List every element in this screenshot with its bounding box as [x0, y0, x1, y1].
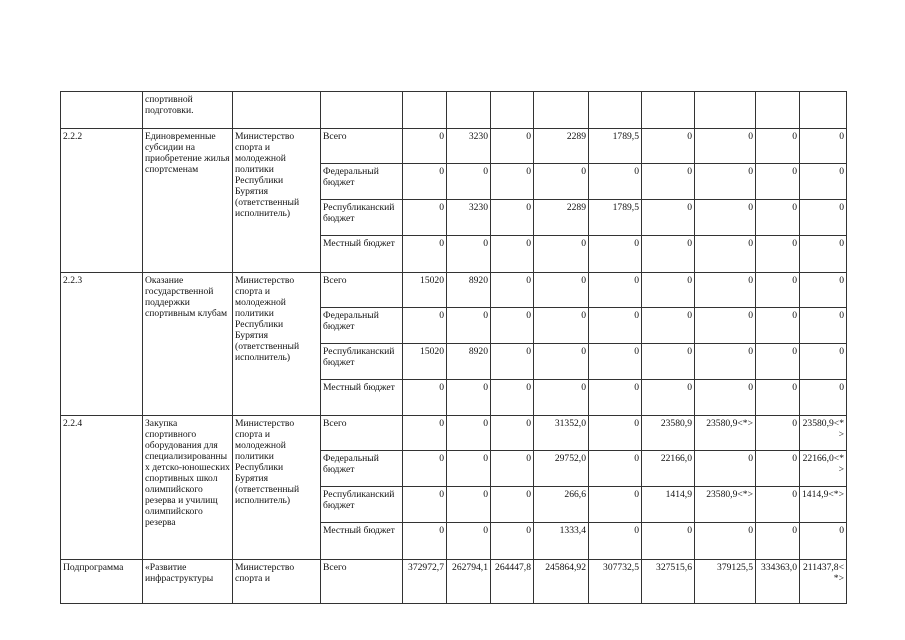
row-name-cell: Оказание государственной поддержки спортивным клубам	[143, 273, 233, 416]
value-cell: 0	[447, 487, 491, 523]
value-cell: 0	[756, 200, 800, 236]
value-cell: 8920	[447, 273, 491, 308]
funding-source-cell: Местный бюджет	[321, 380, 403, 416]
value-cell: 0	[491, 451, 534, 487]
value-cell: 0	[447, 451, 491, 487]
value-cell: 264447,8	[491, 560, 534, 604]
value-cell: 0	[447, 523, 491, 560]
value-cell	[642, 92, 695, 129]
value-cell: 0	[589, 344, 642, 380]
value-cell: 0	[756, 416, 800, 451]
value-cell: 379125,5	[695, 560, 756, 604]
value-cell: 0	[589, 273, 642, 308]
row-id-cell	[61, 92, 143, 129]
value-cell: 0	[589, 236, 642, 273]
funding-source-cell: Федеральный бюджет	[321, 451, 403, 487]
value-cell: 23580,9<*>	[695, 416, 756, 451]
value-cell: 0	[695, 380, 756, 416]
row-executor-cell	[233, 92, 321, 129]
value-cell: 0	[756, 308, 800, 344]
value-cell: 0	[491, 273, 534, 308]
value-cell: 0	[695, 308, 756, 344]
value-cell: 8920	[447, 344, 491, 380]
value-cell: 22166,0	[642, 451, 695, 487]
value-cell	[695, 92, 756, 129]
value-cell: 266,6	[534, 487, 589, 523]
table-row	[61, 560, 847, 604]
row-executor-cell: Министерство спорта и	[233, 560, 321, 604]
value-cell: 0	[800, 236, 847, 273]
value-cell: 0	[756, 129, 800, 164]
value-cell: 0	[534, 164, 589, 200]
table-row	[61, 273, 847, 308]
value-cell: 0	[403, 200, 447, 236]
funding-source-cell: Местный бюджет	[321, 523, 403, 560]
value-cell: 23580,9	[642, 416, 695, 451]
value-cell: 23580,9<*>	[695, 487, 756, 523]
value-cell: 0	[642, 236, 695, 273]
value-cell: 0	[447, 416, 491, 451]
value-cell: 0	[695, 236, 756, 273]
row-id-cell: Подпрограмма	[61, 560, 143, 604]
value-cell: 0	[491, 200, 534, 236]
value-cell: 0	[756, 487, 800, 523]
value-cell: 0	[534, 344, 589, 380]
value-cell: 1414,9	[642, 487, 695, 523]
value-cell: 0	[491, 523, 534, 560]
value-cell	[800, 92, 847, 129]
value-cell: 0	[756, 236, 800, 273]
value-cell: 0	[695, 129, 756, 164]
value-cell: 0	[589, 416, 642, 451]
value-cell: 0	[403, 487, 447, 523]
value-cell: 0	[695, 164, 756, 200]
value-cell: 0	[491, 164, 534, 200]
value-cell: 1789,5	[589, 200, 642, 236]
value-cell: 0	[756, 451, 800, 487]
value-cell	[447, 92, 491, 129]
table-row	[61, 92, 847, 129]
table-body	[61, 92, 847, 604]
value-cell: 23580,9<*>	[800, 416, 847, 451]
value-cell	[534, 92, 589, 129]
value-cell: 0	[589, 164, 642, 200]
value-cell: 0	[491, 308, 534, 344]
value-cell: 0	[756, 344, 800, 380]
row-executor-cell: Министерство спорта и молодежной политики Республики Бурятия (ответственный исполнитель)	[233, 416, 321, 560]
value-cell: 0	[800, 200, 847, 236]
value-cell: 0	[589, 487, 642, 523]
value-cell: 0	[589, 451, 642, 487]
value-cell: 0	[695, 273, 756, 308]
value-cell: 3230	[447, 200, 491, 236]
value-cell: 2289	[534, 129, 589, 164]
value-cell: 0	[403, 236, 447, 273]
value-cell: 0	[756, 380, 800, 416]
budget-table	[60, 91, 847, 604]
value-cell: 0	[642, 523, 695, 560]
value-cell: 307732,5	[589, 560, 642, 604]
value-cell: 31352,0	[534, 416, 589, 451]
value-cell: 0	[447, 236, 491, 273]
value-cell: 0	[447, 308, 491, 344]
value-cell: 0	[491, 236, 534, 273]
value-cell: 1333,4	[534, 523, 589, 560]
value-cell: 0	[534, 380, 589, 416]
row-id-cell: 2.2.4	[61, 416, 143, 560]
value-cell: 0	[491, 344, 534, 380]
funding-source-cell: Республиканский бюджет	[321, 200, 403, 236]
value-cell: 3230	[447, 129, 491, 164]
value-cell: 0	[800, 273, 847, 308]
funding-source-cell: Всего	[321, 416, 403, 451]
value-cell: 0	[695, 344, 756, 380]
row-name-cell: «Развитие инфраструктуры	[143, 560, 233, 604]
funding-source-cell: Федеральный бюджет	[321, 308, 403, 344]
value-cell: 0	[642, 308, 695, 344]
value-cell: 0	[756, 273, 800, 308]
value-cell	[403, 92, 447, 129]
value-cell: 0	[534, 273, 589, 308]
funding-source-cell: Местный бюджет	[321, 236, 403, 273]
value-cell: 0	[403, 451, 447, 487]
value-cell: 15020	[403, 344, 447, 380]
value-cell: 245864,92	[534, 560, 589, 604]
value-cell: 0	[800, 380, 847, 416]
funding-source-cell	[321, 92, 403, 129]
row-name-cell: спортивной подготовки.	[143, 92, 233, 129]
value-cell: 0	[534, 308, 589, 344]
row-executor-cell: Министерство спорта и молодежной политики Республики Бурятия (ответственный исполнитель)	[233, 129, 321, 273]
funding-source-cell: Республиканский бюджет	[321, 344, 403, 380]
value-cell: 0	[589, 523, 642, 560]
row-id-cell: 2.2.3	[61, 273, 143, 416]
value-cell: 0	[695, 451, 756, 487]
value-cell: 0	[800, 129, 847, 164]
funding-source-cell: Всего	[321, 129, 403, 164]
value-cell: 0	[642, 129, 695, 164]
value-cell: 0	[642, 200, 695, 236]
table-row	[61, 416, 847, 451]
value-cell: 0	[447, 380, 491, 416]
value-cell: 211437,8<*>	[800, 560, 847, 604]
value-cell: 372972,7	[403, 560, 447, 604]
value-cell: 0	[800, 308, 847, 344]
value-cell: 0	[642, 164, 695, 200]
value-cell: 0	[491, 129, 534, 164]
row-name-cell: Единовременные субсидии на приобретение жилья спортсменам	[143, 129, 233, 273]
value-cell	[491, 92, 534, 129]
funding-source-cell: Федеральный бюджет	[321, 164, 403, 200]
value-cell: 1414,9<*>	[800, 487, 847, 523]
row-id-cell: 2.2.2	[61, 129, 143, 273]
value-cell: 0	[642, 344, 695, 380]
value-cell: 15020	[403, 273, 447, 308]
value-cell	[756, 92, 800, 129]
value-cell: 0	[403, 308, 447, 344]
value-cell: 0	[800, 344, 847, 380]
value-cell: 0	[534, 236, 589, 273]
value-cell: 0	[491, 380, 534, 416]
value-cell: 0	[403, 129, 447, 164]
funding-source-cell: Всего	[321, 560, 403, 604]
value-cell: 334363,0	[756, 560, 800, 604]
value-cell: 1789,5	[589, 129, 642, 164]
value-cell: 0	[491, 416, 534, 451]
value-cell: 0	[403, 416, 447, 451]
row-name-cell: Закупка спортивного оборудования для специализированных детско-юношеских спортивных школ олимпийского резерва и училищ олимпийского резерва	[143, 416, 233, 560]
value-cell: 0	[756, 164, 800, 200]
table-row	[61, 129, 847, 164]
value-cell: 0	[695, 523, 756, 560]
value-cell: 0	[589, 380, 642, 416]
value-cell	[589, 92, 642, 129]
value-cell: 262794,1	[447, 560, 491, 604]
value-cell: 0	[403, 164, 447, 200]
value-cell: 0	[491, 487, 534, 523]
row-executor-cell: Министерство спорта и молодежной политики Республики Бурятия (ответственный исполнитель)	[233, 273, 321, 416]
value-cell: 0	[695, 200, 756, 236]
value-cell: 0	[403, 380, 447, 416]
value-cell: 0	[756, 523, 800, 560]
funding-source-cell: Всего	[321, 273, 403, 308]
value-cell: 29752,0	[534, 451, 589, 487]
value-cell: 0	[403, 523, 447, 560]
value-cell: 327515,6	[642, 560, 695, 604]
value-cell: 0	[642, 380, 695, 416]
value-cell: 0	[800, 523, 847, 560]
funding-source-cell: Республиканский бюджет	[321, 487, 403, 523]
value-cell: 0	[642, 273, 695, 308]
value-cell: 22166,0<*>	[800, 451, 847, 487]
value-cell: 0	[589, 308, 642, 344]
value-cell: 0	[800, 164, 847, 200]
value-cell: 2289	[534, 200, 589, 236]
value-cell: 0	[447, 164, 491, 200]
